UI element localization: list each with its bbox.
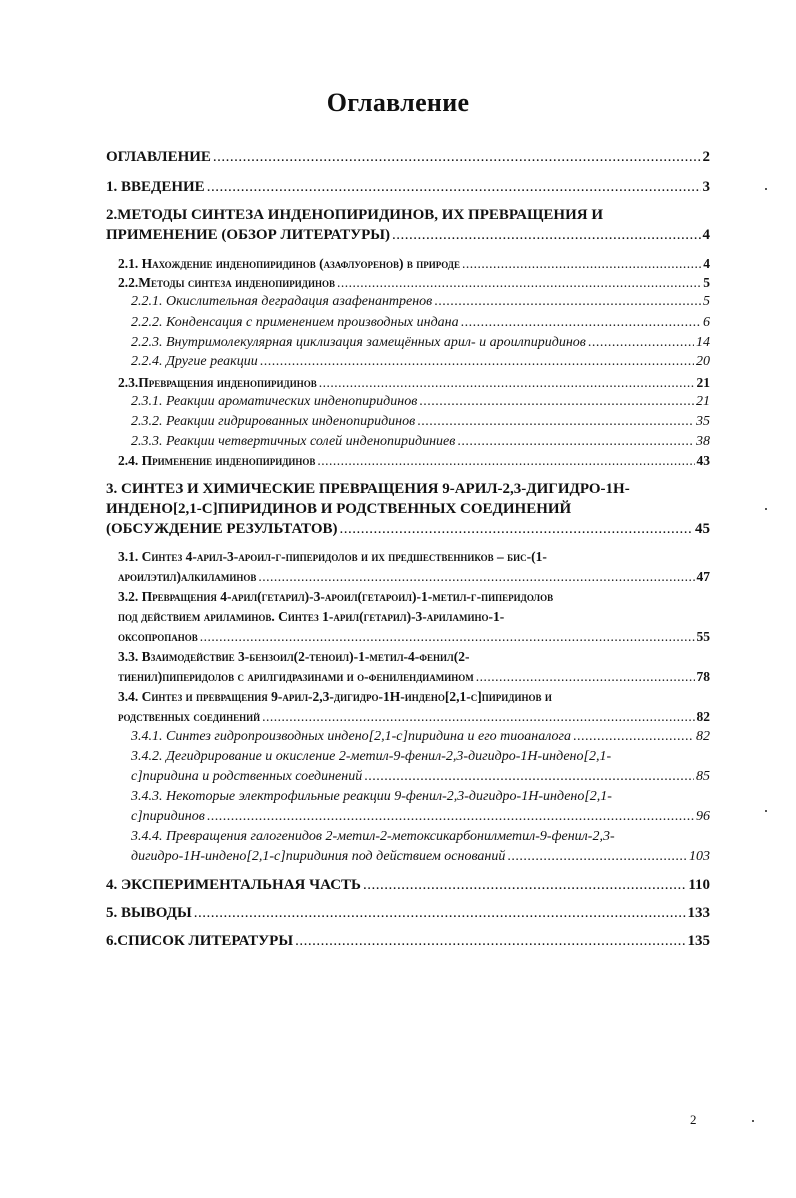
toc-entry-title: 6.СПИСОК ЛИТЕРАТУРЫ bbox=[106, 933, 294, 949]
toc-entry-literature-review[interactable] bbox=[106, 225, 710, 245]
toc-entry-title: дигидро-1Н-индено[2,1-с]пиридиния под действием оснований bbox=[131, 849, 506, 864]
toc-entry-title: 2.2.2. Конденсация с применением производных индана bbox=[131, 315, 459, 330]
leader-dots bbox=[260, 352, 694, 372]
leader-dots bbox=[194, 903, 686, 923]
toc-entry-title: 2.3.Превращения инденопиридинов bbox=[118, 375, 317, 390]
toc-entry-3-1[interactable] bbox=[118, 567, 710, 587]
toc-entry-page: 135 bbox=[687, 933, 710, 949]
toc-entry-3-4-3[interactable] bbox=[131, 807, 710, 827]
toc-entry-title: 2.3.3. Реакции четвертичных солей инденопиридиниев bbox=[131, 434, 456, 449]
leader-dots bbox=[417, 412, 694, 432]
toc-entry-title: 2.2.Методы синтеза инденопиридинов bbox=[118, 275, 335, 290]
toc-entry-title: ароилэтил)алкиламинов bbox=[118, 569, 257, 584]
toc-entry-title: 5. ВЫВОДЫ bbox=[106, 905, 192, 921]
toc-entry-title: с]пиридина и родственных соединений bbox=[131, 769, 363, 784]
toc-entry-title-line: 3.4.2. Дегидрирование и окисление 2-метил-9-фенил-2,3-дигидро-1Н-индено[2,1- bbox=[131, 749, 612, 764]
leader-dots bbox=[337, 273, 701, 293]
toc-entry-page: 21 bbox=[696, 394, 710, 409]
toc-entry-title: 3.4.1. Синтез гидропроизводных индено[2,1-с]пиридина и его тиоаналога bbox=[131, 729, 571, 744]
toc-entry-3-2[interactable] bbox=[118, 627, 710, 647]
toc-entry-page: 43 bbox=[696, 453, 710, 468]
toc-entry-title-line: 3.2. Превращения 4-арил(гетарил)-3-ароил(гетароил)-1-метил-г-пиперидолов bbox=[118, 589, 554, 604]
toc-entry-title: 2.3.1. Реакции ароматических инденопиридинов bbox=[131, 394, 418, 409]
toc-entry-conclusions[interactable] bbox=[106, 903, 710, 923]
scan-speck bbox=[765, 188, 767, 190]
toc-entry-references[interactable] bbox=[106, 931, 710, 951]
leader-dots bbox=[213, 147, 701, 167]
leader-dots bbox=[207, 807, 694, 827]
scan-speck bbox=[752, 1120, 754, 1122]
leader-dots bbox=[419, 392, 694, 412]
toc-entry-page: 2 bbox=[702, 149, 710, 165]
leader-dots bbox=[363, 875, 686, 895]
toc-entry-page: 133 bbox=[687, 905, 710, 921]
toc-entry-title-line: 3.4.3. Некоторые электрофильные реакции 9-фенил-2,3-дигидро-1Н-индено[2,1- bbox=[131, 789, 612, 804]
toc-entry-page: 5 bbox=[703, 294, 710, 309]
toc-entry-title: тиенил)пиперидолов с арилгидразинами и о-фенилендиамином bbox=[118, 669, 474, 684]
toc-entry-2-2-4[interactable] bbox=[131, 352, 710, 372]
scan-speck bbox=[765, 508, 767, 510]
toc-entry-page: 4 bbox=[703, 256, 710, 271]
toc-entry-page: 96 bbox=[696, 809, 710, 824]
leader-dots bbox=[364, 767, 694, 787]
leader-dots bbox=[319, 373, 695, 393]
toc-entry-page: 82 bbox=[696, 709, 710, 724]
toc-entry-title: 2.2.3. Внутримолекулярная циклизация замещённых арил- и ароилпиридинов bbox=[131, 335, 586, 350]
toc-entry-page: 103 bbox=[689, 849, 710, 864]
leader-dots bbox=[340, 519, 693, 539]
toc-entry-2-3-1[interactable] bbox=[131, 392, 710, 412]
toc-entry-page: 20 bbox=[696, 354, 710, 369]
leader-dots bbox=[262, 707, 694, 727]
toc-entry-page: 35 bbox=[696, 414, 710, 429]
toc-entry-title-line: под действием ариламинов. Синтез 1-арил(гетарил)-3-ариламино-1- bbox=[118, 609, 505, 624]
toc-entry-page: 14 bbox=[696, 335, 710, 350]
toc-entry-title: ОГЛАВЛЕНИЕ bbox=[106, 149, 211, 165]
toc-entry-results-discussion[interactable] bbox=[106, 519, 710, 539]
toc-entry-3-3[interactable] bbox=[118, 667, 710, 687]
toc-entry-page: 45 bbox=[695, 521, 710, 537]
toc-entry-3-4-2[interactable] bbox=[131, 767, 710, 787]
leader-dots bbox=[507, 847, 687, 867]
toc-entry-title: 2.4. Применение инденопиридинов bbox=[118, 453, 316, 468]
leader-dots bbox=[588, 333, 694, 353]
leader-dots bbox=[295, 931, 685, 951]
toc-entry-2-3-2[interactable] bbox=[131, 412, 710, 432]
toc-entry-title-line: 3.4.4. Превращения галогенидов 2-метил-2-метоксикарбонилметил-9-фенил-2,3- bbox=[131, 829, 615, 844]
toc-entry-title-line: 3.1. Синтез 4-арил-3-ароил-г-пиперидолов и их предшественников – бис-(1- bbox=[118, 549, 547, 564]
toc-entry-3-4[interactable] bbox=[118, 707, 710, 727]
toc-entry-page: 47 bbox=[696, 569, 710, 584]
page-title: Оглавление bbox=[326, 88, 470, 117]
toc-entry-2-3[interactable] bbox=[118, 373, 710, 393]
leader-dots bbox=[207, 177, 701, 197]
toc-entry-2-2-2[interactable] bbox=[131, 313, 710, 333]
toc-entry-title-line: 3.4. Синтез и превращения 9-арил-2,3-дигидро-1Н-индено[2,1-с]пиридинов и bbox=[118, 689, 552, 704]
toc-entry-title-line: 2.МЕТОДЫ СИНТЕЗА ИНДЕНОПИРИДИНОВ, ИХ ПРЕВРАЩЕНИЯ И bbox=[106, 207, 604, 223]
leader-dots bbox=[457, 432, 694, 452]
toc-entry-page: 110 bbox=[688, 877, 710, 893]
toc-entry-title: родственных соединений bbox=[118, 709, 261, 724]
toc-entry-title: (ОБСУЖДЕНИЕ РЕЗУЛЬТАТОВ) bbox=[106, 521, 338, 537]
toc-entry-page: 21 bbox=[696, 375, 710, 390]
toc-entry-2-2-3[interactable] bbox=[131, 333, 710, 353]
toc-entry-2-2-1[interactable] bbox=[131, 292, 710, 312]
toc-entry-title: оксопропанов bbox=[118, 629, 198, 644]
toc-entry-page: 82 bbox=[696, 729, 710, 744]
leader-dots bbox=[258, 567, 694, 587]
toc-entry-2-4[interactable] bbox=[118, 451, 710, 471]
leader-dots bbox=[434, 292, 701, 312]
toc-entry-page: 38 bbox=[696, 434, 710, 449]
toc-entry-title-line: 3.3. Взаимодействие 3-бензоил(2-теноил)-1-метил-4-фенил(2- bbox=[118, 649, 470, 664]
toc-entry-page: 55 bbox=[696, 629, 710, 644]
toc-entry-3-4-1[interactable] bbox=[131, 727, 710, 747]
toc-entry-title: 2.2.4. Другие реакции bbox=[131, 354, 258, 369]
leader-dots bbox=[461, 313, 701, 333]
toc-entry-title: 2.1. Нахождение инденопиридинов (азафлуоренов) в природе bbox=[118, 256, 460, 271]
toc-entry-experimental[interactable] bbox=[106, 875, 710, 895]
toc-entry-title: 4. ЭКСПЕРИМЕНТАЛЬНАЯ ЧАСТЬ bbox=[106, 877, 361, 893]
toc-entry-2-2[interactable] bbox=[118, 273, 710, 293]
toc-entry-title: ПРИМЕНЕНИЕ (ОБЗОР ЛИТЕРАТУРЫ) bbox=[106, 227, 391, 243]
toc-entry-page: 5 bbox=[703, 275, 710, 290]
page-number: 2 bbox=[690, 1112, 697, 1127]
leader-dots bbox=[392, 225, 700, 245]
toc-entry-contents[interactable] bbox=[106, 147, 710, 167]
leader-dots bbox=[462, 254, 701, 274]
toc-entry-page: 85 bbox=[696, 769, 710, 784]
toc-entry-page: 4 bbox=[702, 227, 710, 243]
toc-entry-title: с]пиридинов bbox=[131, 809, 205, 824]
toc-entry-page: 6 bbox=[703, 315, 710, 330]
toc-entry-2-1[interactable] bbox=[118, 254, 710, 274]
toc-entry-3-4-4[interactable] bbox=[131, 847, 710, 867]
toc-entry-title: 2.2.1. Окислительная деградация азафенантренов bbox=[131, 294, 433, 309]
toc-entry-page: 78 bbox=[696, 669, 710, 684]
toc-entry-introduction[interactable] bbox=[106, 177, 710, 197]
toc-entry-page: 3 bbox=[702, 179, 710, 195]
toc-entry-title-line: 3. СИНТЕЗ И ХИМИЧЕСКИЕ ПРЕВРАЩЕНИЯ 9-АРИЛ-2,3-ДИГИДРО-1Н- bbox=[106, 481, 630, 497]
scan-speck bbox=[765, 810, 767, 812]
toc-entry-title: 2.3.2. Реакции гидрированных инденопиридинов bbox=[131, 414, 416, 429]
leader-dots bbox=[317, 451, 694, 471]
toc-entry-title-line: ИНДЕНО[2,1-С]ПИРИДИНОВ И РОДСТВЕННЫХ СОЕДИНЕНИЙ bbox=[106, 501, 572, 517]
leader-dots bbox=[573, 727, 694, 747]
leader-dots bbox=[476, 667, 695, 687]
toc-entry-title: 1. ВВЕДЕНИЕ bbox=[106, 179, 205, 195]
toc-entry-2-3-3[interactable] bbox=[131, 432, 710, 452]
leader-dots bbox=[200, 627, 695, 647]
